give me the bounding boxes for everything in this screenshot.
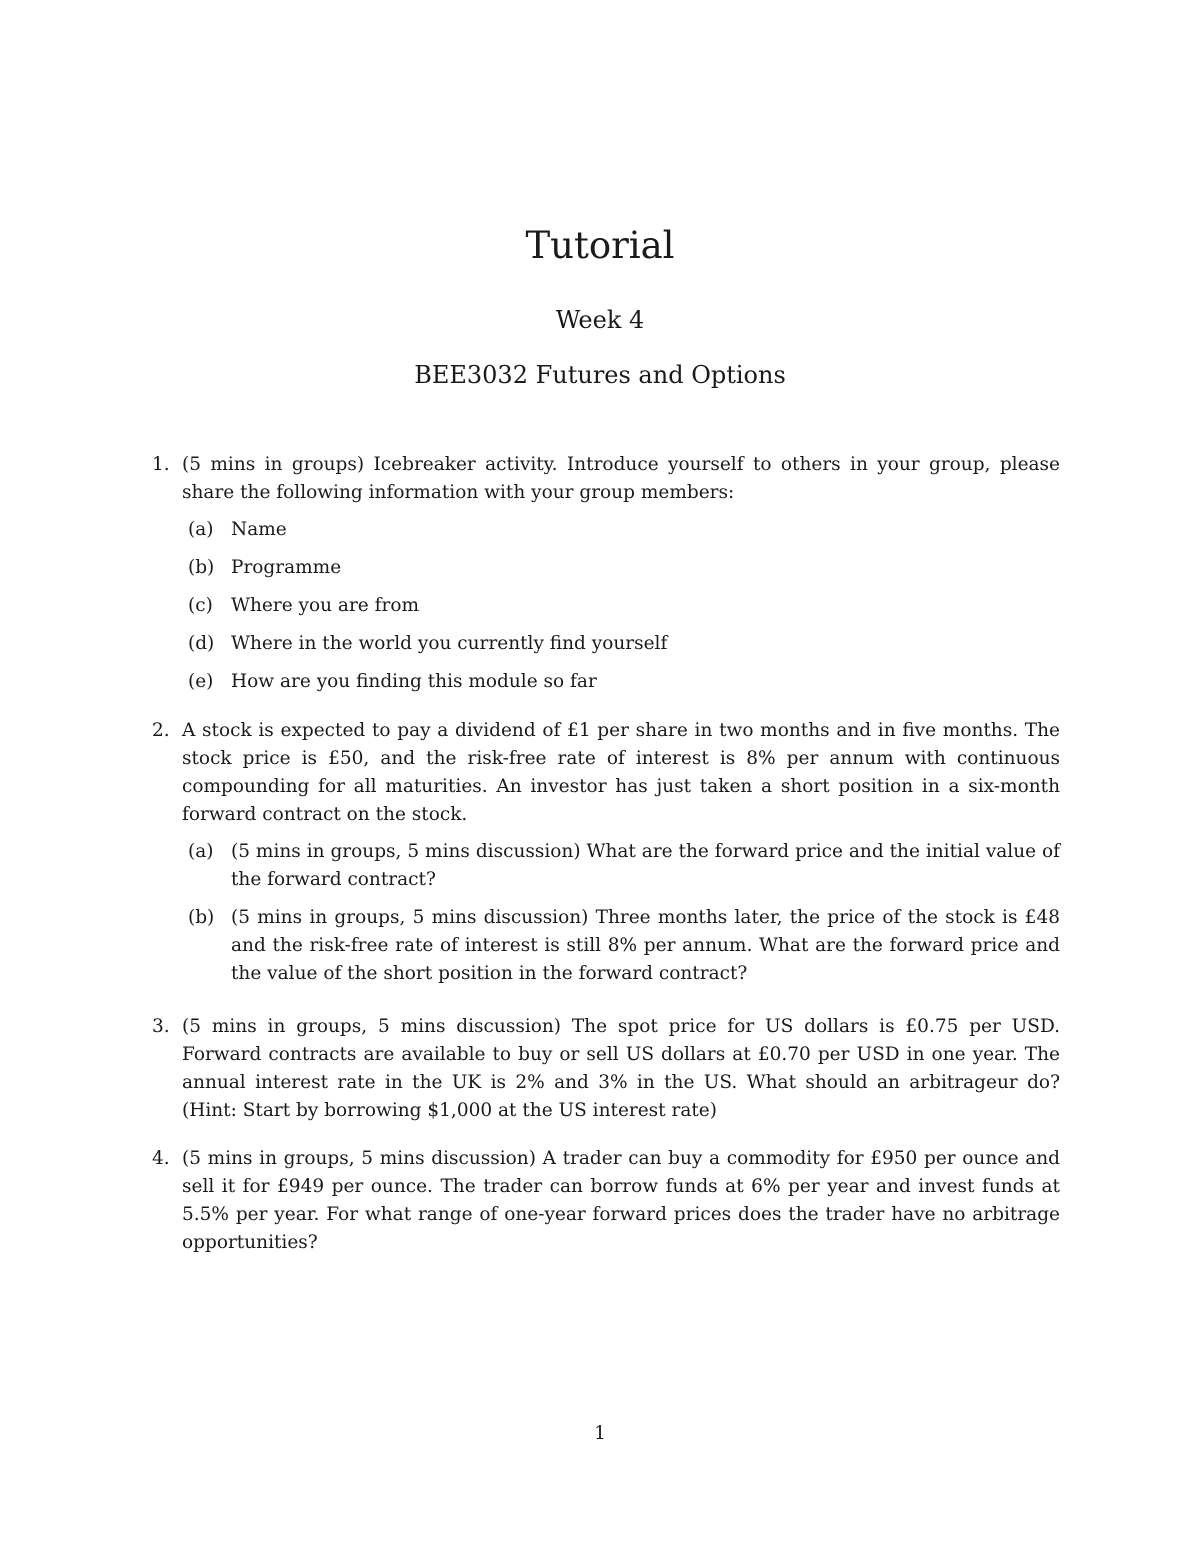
list-item-text: Programme <box>231 557 342 578</box>
week-subtitle: Week 4 <box>555 306 645 334</box>
list-item <box>182 668 1060 696</box>
document-title: Tutorial <box>525 224 675 267</box>
question-number: 4. <box>152 1148 170 1169</box>
question-number: 3. <box>152 1016 170 1037</box>
question-text: A stock is expected to pay a dividend of £1 per share in two months and in five months. The stock price is £50, and the risk-free rate of interest is 8% per annum with continuous compounding for all maturities. An investor has just taken a short position in a six-month forward contract on the stock. <box>182 720 1060 825</box>
page-number: 1 <box>594 1423 606 1444</box>
question-text: (5 mins in groups, 5 mins discussion) A trader can buy a commodity for £950 per ounce and sell it for £949 per ounce. The trader can borrow funds at 6% per year and invest funds at 5.5% per year. For what range of one-year forward prices does the trader have no arbitrage opportunities? <box>182 1148 1060 1253</box>
list-item <box>182 592 1060 620</box>
list-item-text: (5 mins in groups, 5 mins discussion) Three months later, the price of the stock is £48 and the risk-free rate of interest is still 8% per annum. What are the forward price and the value of the short position in the forward contract? <box>231 907 1060 984</box>
list-item-text: (5 mins in groups, 5 mins discussion) What are the forward price and the initial value of the forward contract? <box>231 841 1060 890</box>
list-item-text: Where you are from <box>231 595 420 616</box>
question-number: 1. <box>152 454 170 475</box>
question-text: (5 mins in groups, 5 mins discussion) The spot price for US dollars is £0.75 per USD. Forward contracts are available to buy or sell US dollars at £0.70 per USD in one year. The annual interest rate in the UK is 2% and 3% in the US. What should an arbitrageur do? (Hint: Start by borrowing $1,000 at the US interest rate) <box>182 1016 1060 1121</box>
list-item-label: (b) <box>188 907 215 928</box>
list-item-label: (a) <box>188 519 214 540</box>
list-item <box>182 904 1060 988</box>
question-1 <box>152 451 1060 696</box>
question-number: 2. <box>152 720 170 741</box>
question-2 <box>152 717 1060 988</box>
list-item-label: (a) <box>188 841 214 862</box>
list-item-label: (d) <box>188 633 215 654</box>
list-item-label: (c) <box>188 595 213 616</box>
question-text: (5 mins in groups) Icebreaker activity. Introduce yourself to others in your group, please share the following information with your group members: <box>182 454 1060 503</box>
list-item-label: (e) <box>188 671 214 692</box>
question-3 <box>152 1013 1060 1125</box>
list-item-text: Name <box>231 519 287 540</box>
question-4 <box>152 1145 1060 1257</box>
list-item-text: Where in the world you currently find yourself <box>231 633 668 654</box>
list-item <box>182 516 1060 544</box>
list-item-label: (b) <box>188 557 215 578</box>
list-item <box>182 554 1060 582</box>
list-item <box>182 630 1060 658</box>
list-item <box>182 838 1060 894</box>
course-subtitle: BEE3032 Futures and Options <box>414 361 786 389</box>
list-item-text: How are you finding this module so far <box>231 671 597 692</box>
